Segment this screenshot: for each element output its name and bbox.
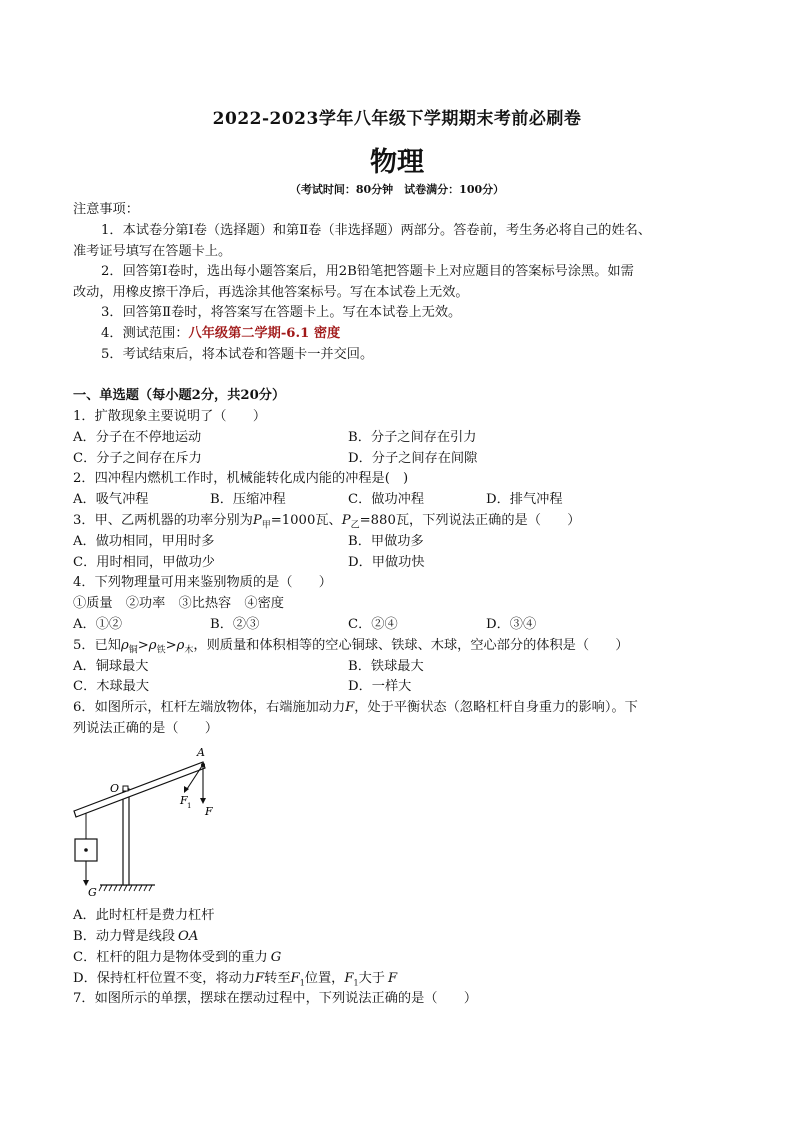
q6-option-d-f1b-sub: 1 <box>353 978 359 988</box>
q3-sub-yi: 乙 <box>350 520 360 531</box>
q3-option-a: A．做功相同，甲用时多 <box>73 534 215 549</box>
section-heading: 一、单选题（每小题2分，共20分） <box>73 388 286 403</box>
q6-option-b-oa: OA <box>178 929 199 944</box>
q6-force-f: F <box>345 700 355 715</box>
q3-sub-jia: 甲 <box>261 520 271 531</box>
subject-title: 物理 <box>370 147 424 178</box>
q5-rho-cu: ρ <box>120 638 129 653</box>
note-item-2: 2．回答第Ⅰ卷时，选出每小题答案后，用2B铅笔把答题卡上对应题目的答案标号涂黑。如需 <box>101 264 634 279</box>
q4-option-d: D．③④ <box>486 617 537 632</box>
q6-option-c-g: G <box>270 950 282 965</box>
label-o: O <box>110 782 120 795</box>
ground-hatch <box>99 885 152 891</box>
q2-stem: 2．四冲程内燃机工作时，机械能转化成内能的冲程是( ) <box>73 471 409 486</box>
q6-option-c-text: C．杠杆的阻力是物体受到的重力 <box>73 950 268 965</box>
q6-option-d-f1-sub: 1 <box>299 978 305 988</box>
q6-option-d-f2: F <box>387 971 398 986</box>
test-range: 八年级第二学期-6.1 密度 <box>188 326 341 341</box>
label-g: G <box>88 886 97 899</box>
label-f1-sub: 1 <box>187 802 192 810</box>
q3-stem-a: 3．甲、乙两机器的功率分别为 <box>73 513 253 528</box>
notes-heading: 注意事项： <box>73 202 139 217</box>
q6-option-c <box>73 949 281 967</box>
note-item-5: 5．考试结束后，将本试卷和答题卡一并交回。 <box>101 347 374 362</box>
q4-option-c: C．②④ <box>348 617 398 632</box>
q3-p-yi: P <box>341 513 351 528</box>
q3-stem-b: =1000瓦、 <box>270 513 342 528</box>
q1-option-a: A．分子在不停地运动 <box>73 430 202 445</box>
q3-stem <box>73 512 580 535</box>
q6-option-d-f1b: F <box>344 971 354 986</box>
q6-stem-b: ，处于平衡状态（忽略杠杆自身重力的影响）。下 <box>354 700 638 715</box>
q5-stem-a: 5．已知 <box>73 638 121 653</box>
label-f: F <box>205 805 213 818</box>
block-center <box>84 848 88 852</box>
q6-option-a: A．此时杠杆是费力杠杆 <box>73 908 215 923</box>
q1-option-b: B．分子之间存在引力 <box>348 430 477 445</box>
q6-stem-a: 6．如图所示，杠杆左端放物体，右端施加动力 <box>73 700 346 715</box>
q5-gt-1: > <box>137 638 149 653</box>
q5-option-c: C．木球最大 <box>73 679 150 694</box>
support-post <box>123 789 129 885</box>
q6-option-d-c: 位置， <box>304 971 345 986</box>
q5-stem-b: ，则质量和体积相等的空心铜球、铁球、木球，空心部分的体积是（ ） <box>193 638 629 653</box>
note-item-1-cont: 准考证号填写在答题卡上。 <box>73 244 232 259</box>
q6-option-b <box>73 928 198 946</box>
lever-diagram <box>60 742 230 902</box>
q1-stem: 1．扩散现象主要说明了（ ） <box>73 409 267 424</box>
note-item-1: 1．本试卷分第Ⅰ卷（选择题）和第Ⅱ卷（非选择题）两部分。答卷前，考生务必将自己的姓名、 <box>101 223 652 238</box>
label-a: A <box>197 746 205 759</box>
q5-option-a: A．铜球最大 <box>73 659 149 674</box>
q3-option-b: B．甲做功多 <box>348 534 424 549</box>
q3-option-c: C．用时相同，甲做功少 <box>73 555 215 570</box>
force-f-arrowhead <box>200 798 206 804</box>
q5-sub-mu: 木 <box>184 645 194 656</box>
q2-option-b: B．压缩冲程 <box>210 492 286 507</box>
q2-option-d: D．排气冲程 <box>486 492 563 507</box>
note-item-2-cont: 改动，用橡皮擦干净后，再选涂其他答案标号。写在本试卷上无效。 <box>73 285 469 300</box>
exam-title: 2022-2023学年八年级下学期期末考前必刷卷 <box>212 109 582 129</box>
q6-option-d-f1: F <box>290 971 300 986</box>
q6-option-d-f: F <box>255 971 265 986</box>
exam-time-score: （考试时间：80分钟 试卷满分：100分） <box>289 183 505 196</box>
q5-stem <box>73 637 629 660</box>
q5-sub-cu: 铜 <box>128 645 138 656</box>
q4-items: ①质量 ②功率 ③比热容 ④密度 <box>73 596 284 611</box>
q5-rho-fe: ρ <box>148 638 157 653</box>
q4-stem: 4．下列物理量可用来鉴别物质的是（ ） <box>73 575 332 590</box>
q5-rho-mu: ρ <box>176 638 185 653</box>
q6-option-d-d: 大于 <box>358 971 385 986</box>
q5-option-d: D．一样大 <box>348 679 412 694</box>
q6-option-d-b: 转至 <box>264 971 291 986</box>
q4-option-a: A．①② <box>73 617 123 632</box>
q1-option-d: D．分子之间存在间隙 <box>348 451 478 466</box>
q5-option-b: B．铁球最大 <box>348 659 424 674</box>
pivot-o <box>123 786 128 791</box>
q2-option-c: C．做功冲程 <box>348 492 425 507</box>
q5-sub-fe: 铁 <box>156 645 166 656</box>
q2-option-a: A．吸气冲程 <box>73 492 149 507</box>
q6-stem <box>73 699 638 717</box>
q5-gt-2: > <box>165 638 177 653</box>
q6-option-d-a: D．保持杠杆位置不变，将动力 <box>73 971 256 986</box>
q3-p-jia: P <box>252 513 262 528</box>
label-f1: F <box>180 794 188 807</box>
q3-option-d: D．甲做功快 <box>348 555 425 570</box>
q3-stem-c: =880瓦，下列说法正确的是（ ） <box>359 513 581 528</box>
note-item-3: 3．回答第Ⅱ卷时，将答案写在答题卡上。写在本试卷上无效。 <box>101 305 462 320</box>
note-item-4 <box>101 325 340 343</box>
q6-option-b-text: B．动力臂是线段 <box>73 929 176 944</box>
q4-option-b: B．②③ <box>210 617 260 632</box>
q6-stem-cont: 列说法正确的是（ ） <box>73 721 219 736</box>
q1-option-c: C．分子之间存在斥力 <box>73 451 202 466</box>
note-item-4-prefix: 4．测试范围： <box>101 326 189 341</box>
q7-stem: 7．如图所示的单摆，摆球在摆动过程中，下列说法正确的是（ ） <box>73 991 478 1006</box>
